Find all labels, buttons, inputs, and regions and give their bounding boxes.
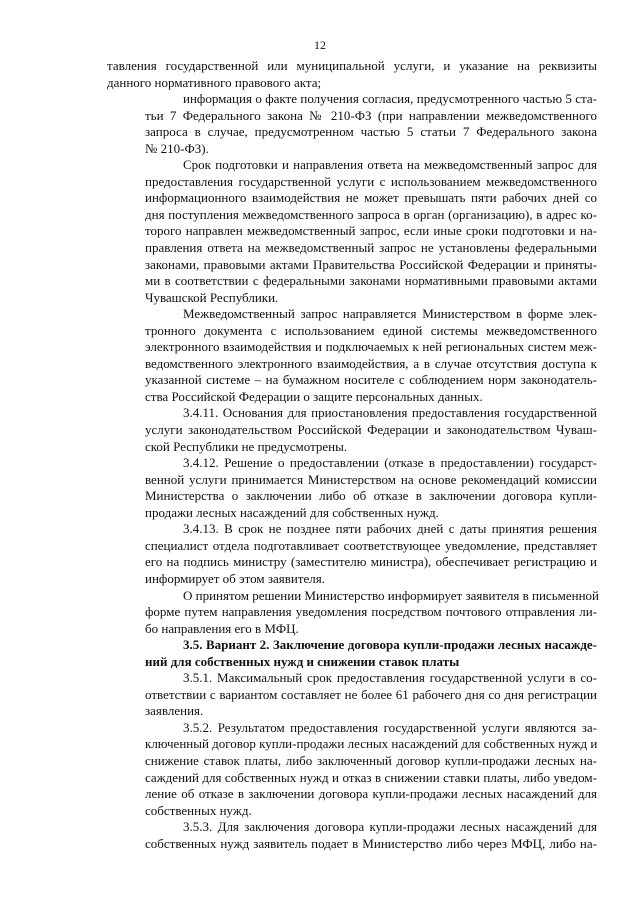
text-line: 3.5.2. Результатом предоставления государственной услуги являются за-	[183, 719, 597, 735]
text-line: саждений для собственных нужд и отказ в снижении ставки платы, либо уведом-	[145, 769, 597, 785]
paragraph	[107, 588, 597, 638]
text-line: заявления.	[145, 703, 204, 719]
text-line: венной услуги принимается Министерством на основе рекомендаций комиссии	[145, 471, 597, 487]
paragraph	[107, 670, 597, 720]
text-line: Срок подготовки и направления ответа на межведомственный запрос для	[183, 157, 597, 173]
paragraph	[107, 521, 597, 587]
text-line: его на подпись министру (заместителю министра), обеспечивает регистрацию и	[145, 554, 597, 570]
text-line: электронного взаимодействия и подключаемых к ней региональных систем меж-	[145, 339, 597, 355]
page-number: 12	[314, 38, 326, 52]
text-line: Министерства о заключении либо об отказе в заключении договора купли-	[145, 488, 597, 504]
text-line: дня поступления межведомственного запроса в орган (организацию), в адрес ко-	[145, 206, 597, 222]
text-line: законами, правовыми актами Правительства Российской Федерации и приняты-	[145, 256, 597, 272]
text-line: продажи лесных насаждений для собственных нужд.	[145, 504, 439, 520]
text-line: 3.4.12. Решение о предоставлении (отказе в предоставлении) государст-	[183, 455, 597, 471]
text-line: Межведомственный запрос направляется Министерством в форме элек-	[183, 306, 597, 322]
text-line: предоставления государственной услуги с использованием межведомственного	[145, 173, 597, 189]
text-line: собственных нужд заявитель подает в Министерство либо через МФЦ, либо на-	[145, 835, 597, 851]
text-line: 3.4.13. В срок не позднее пяти рабочих дней с даты принятия решения	[183, 521, 597, 537]
document-body	[107, 58, 597, 852]
text-line: запроса в случае, предусмотренном частью 5 статьи 7 Федерального закона	[145, 124, 597, 140]
text-line: информирует об этом заявителя.	[145, 570, 326, 586]
text-line: ний для собственных нужд и снижении ставок платы	[145, 653, 460, 669]
text-line: торого направлен межведомственный запрос, если иные сроки подготовки и на-	[145, 223, 597, 239]
section-heading	[107, 637, 597, 670]
text-line: информационного взаимодействия не может превышать пяти рабочих дней со	[145, 190, 597, 206]
text-line: 3.4.11. Основания для приостановления предоставления государственной	[183, 405, 597, 421]
paragraph	[107, 720, 597, 819]
text-line: тавления государственной или муниципальной услуги, и указание на реквизиты	[107, 58, 597, 73]
text-line: тронного документа с использованием единой системы межведомственного	[145, 322, 597, 338]
text-line: Чувашской Республики.	[145, 289, 279, 305]
text-line: ской Республики не предусмотрены.	[145, 438, 348, 454]
text-line: 3.5. Вариант 2. Заключение договора купли-продажи лесных насажде-	[183, 637, 597, 653]
paragraph	[107, 157, 597, 306]
text-line: специалист отдела подготавливает соответствующее уведомление, представляет	[145, 537, 597, 553]
text-line: 3.5.1. Максимальный срок предоставления государственной услуги в со-	[183, 670, 597, 686]
text-line: ми в соответствии с федеральными законами нормативными правовыми актами	[145, 273, 597, 289]
text-line: правления ответа на межведомственный запрос не установлены федеральными	[145, 240, 597, 256]
paragraph	[107, 91, 597, 157]
text-line: 3.5.3. Для заключения договора купли-продажи лесных насаждений для	[183, 819, 597, 835]
text-line: услуги законодательством Российской Федерации и законодательством Чуваш-	[145, 422, 597, 438]
paragraph	[107, 455, 597, 521]
text-line: указанной системе – на бумажном носителе с соблюдением норм законодатель-	[145, 372, 597, 388]
text-line: данного нормативного правового акта;	[107, 74, 322, 90]
text-line: форме путем направления уведомления посредством почтового отправления ли-	[145, 604, 597, 620]
text-line: информация о факте получения согласия, предусмотренного частью 5 ста-	[183, 91, 597, 107]
text-line: ответствии с вариантом составляет не более 61 рабочего дня со дня регистрации	[145, 686, 597, 702]
text-line: снижение ставок платы, либо заключенный договор купли-продажи лесных на-	[145, 752, 597, 768]
paragraph	[107, 405, 597, 455]
text-line: О принятом решении Министерство информирует заявителя в письменной	[183, 587, 599, 603]
paragraph	[107, 306, 597, 405]
text-line: ключенный договор купли-продажи лесных насаждений для собственных нужд и	[145, 736, 598, 752]
paragraph	[107, 58, 597, 91]
paragraph	[107, 819, 597, 852]
text-line: тьи 7 Федерального закона № 210-ФЗ (при направлении межведомственного	[145, 107, 597, 123]
text-line: № 210-ФЗ).	[145, 140, 209, 156]
text-line: бо направления его в МФЦ.	[145, 620, 299, 636]
text-line: собственных нужд.	[145, 802, 252, 818]
text-line: ление об отказе в заключении договора купли-продажи лесных насаждений для	[145, 786, 597, 802]
text-line: ведомственного электронного взаимодействия, а в случае отсутствия доступа к	[145, 355, 597, 371]
text-line: ства Российской Федерации о защите персональных данных.	[145, 388, 483, 404]
